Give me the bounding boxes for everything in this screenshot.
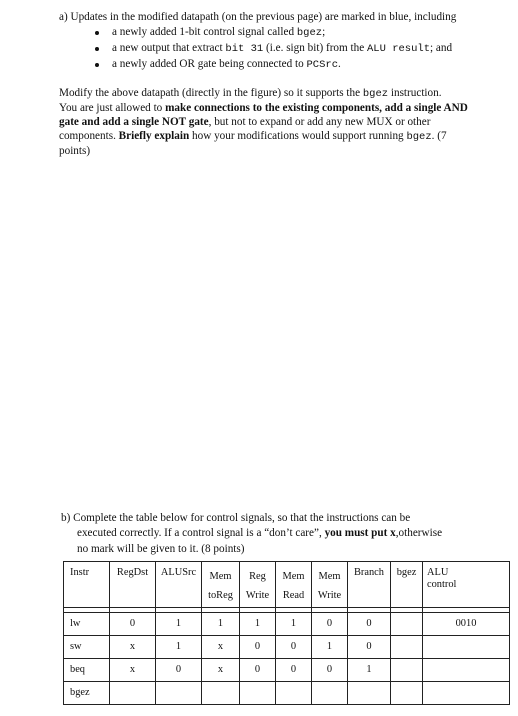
bullet-dot [95, 31, 99, 35]
part-b-line-2: executed correctly. If a control signal is a “don’t care”, you must put x,otherwise [77, 527, 443, 539]
header-branch: Branch [348, 562, 391, 608]
cell-memread[interactable]: 0 [276, 636, 312, 659]
table-row [64, 636, 510, 659]
cell-memwrite[interactable]: 0 [312, 613, 348, 636]
cell-branch[interactable]: 0 [348, 613, 391, 636]
cell-memwrite[interactable]: 0 [312, 659, 348, 682]
cell-regdst[interactable]: 0 [110, 613, 156, 636]
part-b-line-3: no mark will be given to it. (8 points) [77, 543, 245, 555]
cell-bgez[interactable] [391, 636, 423, 659]
cell-regdst[interactable] [110, 682, 156, 705]
cell-bgez[interactable] [391, 659, 423, 682]
part-a-heading: a) Updates in the modified datapath (on the previous page) are marked in blue, including [59, 11, 457, 23]
cell-alucontrol[interactable] [423, 636, 510, 659]
table-row [64, 682, 510, 705]
cell-memread[interactable]: 1 [276, 613, 312, 636]
cell-memtoreg[interactable] [202, 682, 240, 705]
bullet-dot [95, 47, 99, 51]
cell-instr: lw [64, 613, 110, 636]
cell-regwrite[interactable] [240, 682, 276, 705]
cell-regwrite[interactable]: 0 [240, 636, 276, 659]
cell-instr: beq [64, 659, 110, 682]
cell-branch[interactable]: 0 [348, 636, 391, 659]
cell-bgez[interactable] [391, 682, 423, 705]
header-alucontrol: ALU control [423, 562, 510, 608]
header-memread: Mem Read [276, 562, 312, 608]
header-bgez: bgez [391, 562, 423, 608]
cell-regdst[interactable]: x [110, 636, 156, 659]
header-regwrite: Reg Write [240, 562, 276, 608]
table-row [64, 613, 510, 636]
bullet-dot [95, 63, 99, 67]
cell-bgez[interactable] [391, 613, 423, 636]
control-signal-table [63, 561, 510, 705]
cell-regwrite[interactable]: 0 [240, 659, 276, 682]
header-alusrc: ALUSrc [156, 562, 202, 608]
cell-regwrite[interactable]: 1 [240, 613, 276, 636]
cell-memtoreg[interactable]: x [202, 636, 240, 659]
header-instr: Instr [64, 562, 110, 608]
cell-memtoreg[interactable]: x [202, 659, 240, 682]
cell-memwrite[interactable] [312, 682, 348, 705]
cell-alucontrol[interactable] [423, 682, 510, 705]
paragraph-line-5: points) [59, 145, 91, 157]
cell-alucontrol[interactable] [423, 659, 510, 682]
paragraph-line-4: components. Briefly explain how your modifications would support running bgez. (7 [59, 130, 447, 143]
header-memwrite: Mem Write [312, 562, 348, 608]
table-header-row [64, 562, 510, 608]
cell-alusrc[interactable]: 0 [156, 659, 202, 682]
table-row [64, 659, 510, 682]
cell-instr: bgez [64, 682, 110, 705]
cell-memread[interactable]: 0 [276, 659, 312, 682]
cell-memwrite[interactable]: 1 [312, 636, 348, 659]
paragraph-line-2: You are just allowed to make connections to the existing components, add a single AND [59, 102, 468, 114]
header-regdst: RegDst [110, 562, 156, 608]
cell-branch[interactable]: 1 [348, 659, 391, 682]
bullet-item-1: a newly added 1-bit control signal called bgez; [112, 26, 326, 39]
cell-alusrc[interactable]: 1 [156, 636, 202, 659]
part-b-line-1: b) Complete the table below for control signals, so that the instructions can be [61, 512, 411, 524]
cell-alusrc[interactable] [156, 682, 202, 705]
cell-memtoreg[interactable]: 1 [202, 613, 240, 636]
cell-alucontrol[interactable]: 0010 [423, 613, 510, 636]
paragraph-line-3: gate and add a single NOT gate, but not to expand or add any new MUX or other [59, 116, 431, 128]
cell-regdst[interactable]: x [110, 659, 156, 682]
cell-alusrc[interactable]: 1 [156, 613, 202, 636]
cell-instr: sw [64, 636, 110, 659]
bullet-item-3: a newly added OR gate being connected to PCSrc. [112, 58, 341, 71]
header-memtoreg: Mem toReg [202, 562, 240, 608]
bullet-item-2: a new output that extract bit 31 (i.e. sign bit) from the ALU result; and [112, 42, 453, 55]
paragraph-line-1: Modify the above datapath (directly in the figure) so it supports the bgez instruction. [59, 87, 442, 100]
cell-memread[interactable] [276, 682, 312, 705]
cell-branch[interactable] [348, 682, 391, 705]
